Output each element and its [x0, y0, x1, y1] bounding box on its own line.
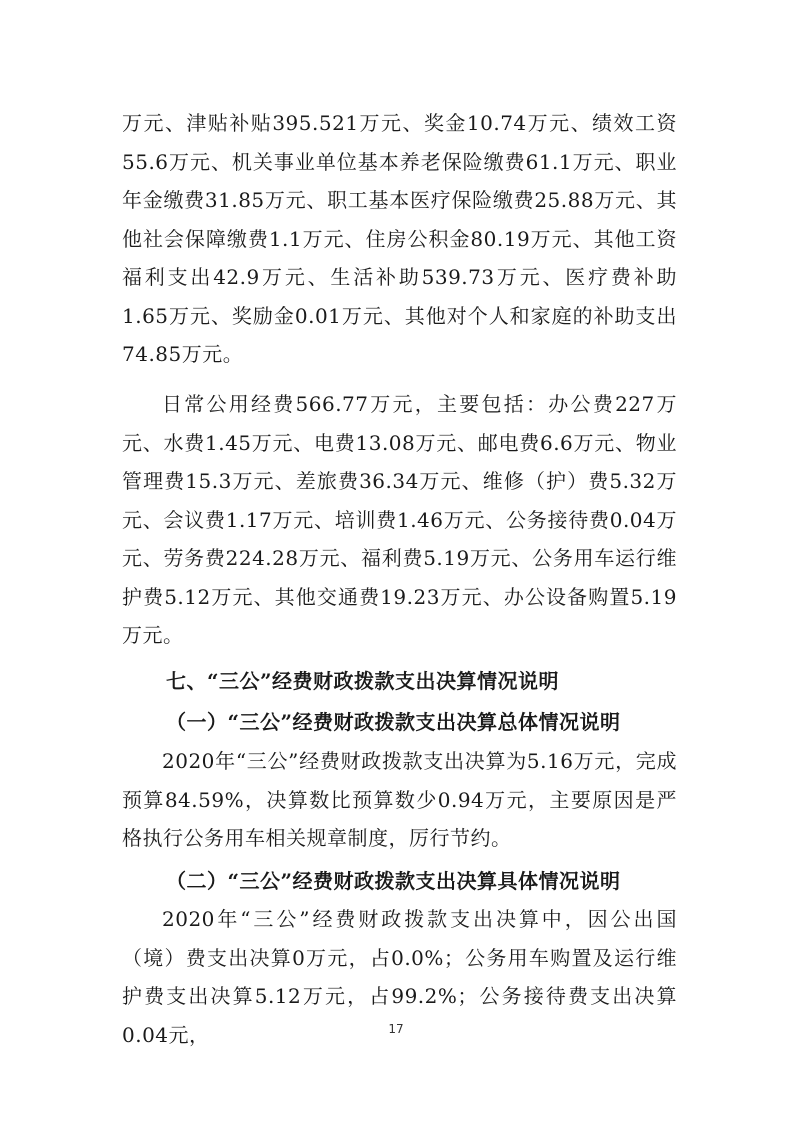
paragraph-detail-summary: 2020年“三公”经费财政拨款支出决算中，因公出国（境）费支出决算0万元，占0.0%；公务用车购置及运行维护费支出决算5.12万元，占99.2%；公务接待费支出决算0.04元， — [122, 907, 677, 1047]
paragraph-personnel-expenses: 万元、津贴补贴395.521万元、奖金10.74万元、绩效工资55.6万元、机关事业单位基本养老保险缴费61.1万元、职业年金缴费31.85万元、职工基本医疗保险缴费25.88万元、其他社会保障缴费1.1万元、住房公积金80.19万元、其他工资福利支出42.9万元、生活补助539.73万元、医疗费补助1.65万元、奖励金0.01万元、其他对个人和家庭的补助支出74.85万元。 — [122, 111, 677, 366]
section-heading-seven: 七、“三公”经费财政拨款支出决算情况说明 — [166, 669, 560, 693]
subsection-heading-overall: （一）“三公”经费财政拨款支出决算总体情况说明 — [166, 710, 621, 734]
page-number: 17 — [388, 1022, 404, 1036]
paragraph-overall-summary: 2020年“三公”经费财政拨款支出决算为5.16万元，完成预算84.59%，决算数比预算数少0.94万元，主要原因是严格执行公务用车相关规章制度，厉行节约。 — [122, 749, 677, 850]
paragraph-public-expenses: 日常公用经费566.77万元，主要包括：办公费227万元、水费1.45万元、电费13.08万元、邮电费6.6万元、物业管理费15.3万元、差旅费36.34万元、维修（护）费5.32万元、会议费1.17万元、培训费1.46万元、公务接待费0.04万元、劳务费224.28万元、福利费5.19万元、公务用车运行维护费5.12万元、其他交通费19.23万元、办公设备购置5.19万元。 — [122, 392, 677, 647]
subsection-heading-details: （二）“三公”经费财政拨款支出决算具体情况说明 — [166, 869, 621, 893]
